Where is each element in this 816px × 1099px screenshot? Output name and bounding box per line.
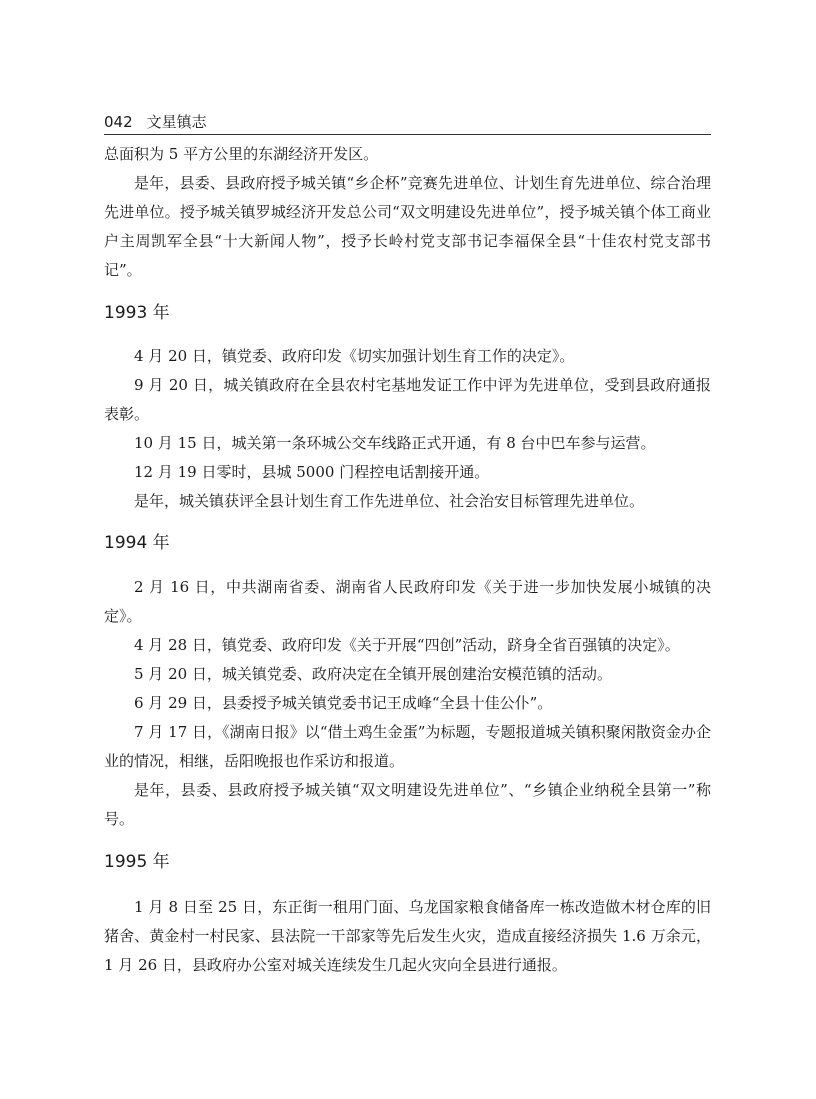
book-title: 文星镇志 [146,113,207,131]
entry: 12 月 19 日零时，县城 5000 门程控电话割接开通。 [134,463,490,481]
entry: 6 月 29 日，县委授予城关镇党委书记王成峰“全县十佳公仆”。 [134,694,553,712]
entry: 9 月 20 日，城关镇政府在全县农村宅基地发证工作中评为先进单位，受到县政府通报表彰。 [104,376,711,423]
entry: 2 月 16 日，中共湖南省委、湖南省人民政府印发《关于进一步加快发展小城镇的决定》。 [104,578,711,625]
entry: 4 月 20 日，镇党委、政府印发《切实加强计划生育工作的决定》。 [134,347,575,365]
paragraph: 总面积为 5 平方公里的东湖经济开发区。 [104,145,379,163]
entry: 1 月 8 日至 25 日，东正街一租用门面、乌龙国家粮食储备库一栋改造做木材仓库的旧猪舍、黄金村一村民家、县法院一干部家等先后发生火灾，造成直接经济损失 1.6 万余元，1 月 26 日，县政府办公室对城关连续发生几起火灾向全县进行通报。 [104,898,711,974]
entry: 4 月 28 日，镇党委、政府印发《关于开展“四创”活动，跻身全省百强镇的决定》。 [134,636,680,654]
entry: 7 月 17 日，《湖南日报》以“借土鸡生金蛋”为标题，专题报道城关镇积聚闲散资金办企业的情况，相继，岳阳晚报也作采访和报道。 [104,723,711,770]
entry: 10 月 15 日，城关第一条环城公交车线路正式开通，有 8 台中巴车参与运营。 [134,434,656,452]
page-body [104,140,711,980]
entry: 是年，县委、县政府授予城关镇“双文明建设先进单位”、“乡镇企业纳税全县第一”称号。 [104,781,711,828]
entry: 是年，城关镇获评全县计划生育工作先进单位、社会治安目标管理先进单位。 [134,492,645,510]
page-number: 042 [104,113,133,131]
year-heading: 1994 年 [104,533,170,553]
paragraph: 是年，县委、县政府授予城关镇“乡企杯”竞赛先进单位、计划生育先进单位、综合治理先进单位。授予城关镇罗城经济开发总公司“双文明建设先进单位”，授予城关镇个体工商业户主周凯军全县“十大新闻人物”，授予长岭村党支部书记李福保全县“十佳农村党支部书记”。 [104,174,711,279]
running-header [104,112,711,135]
year-heading: 1995 年 [104,852,170,872]
entry: 5 月 20 日，城关镇党委、政府决定在全镇开展创建治安模范镇的活动。 [134,665,612,683]
year-heading: 1993 年 [104,303,170,323]
